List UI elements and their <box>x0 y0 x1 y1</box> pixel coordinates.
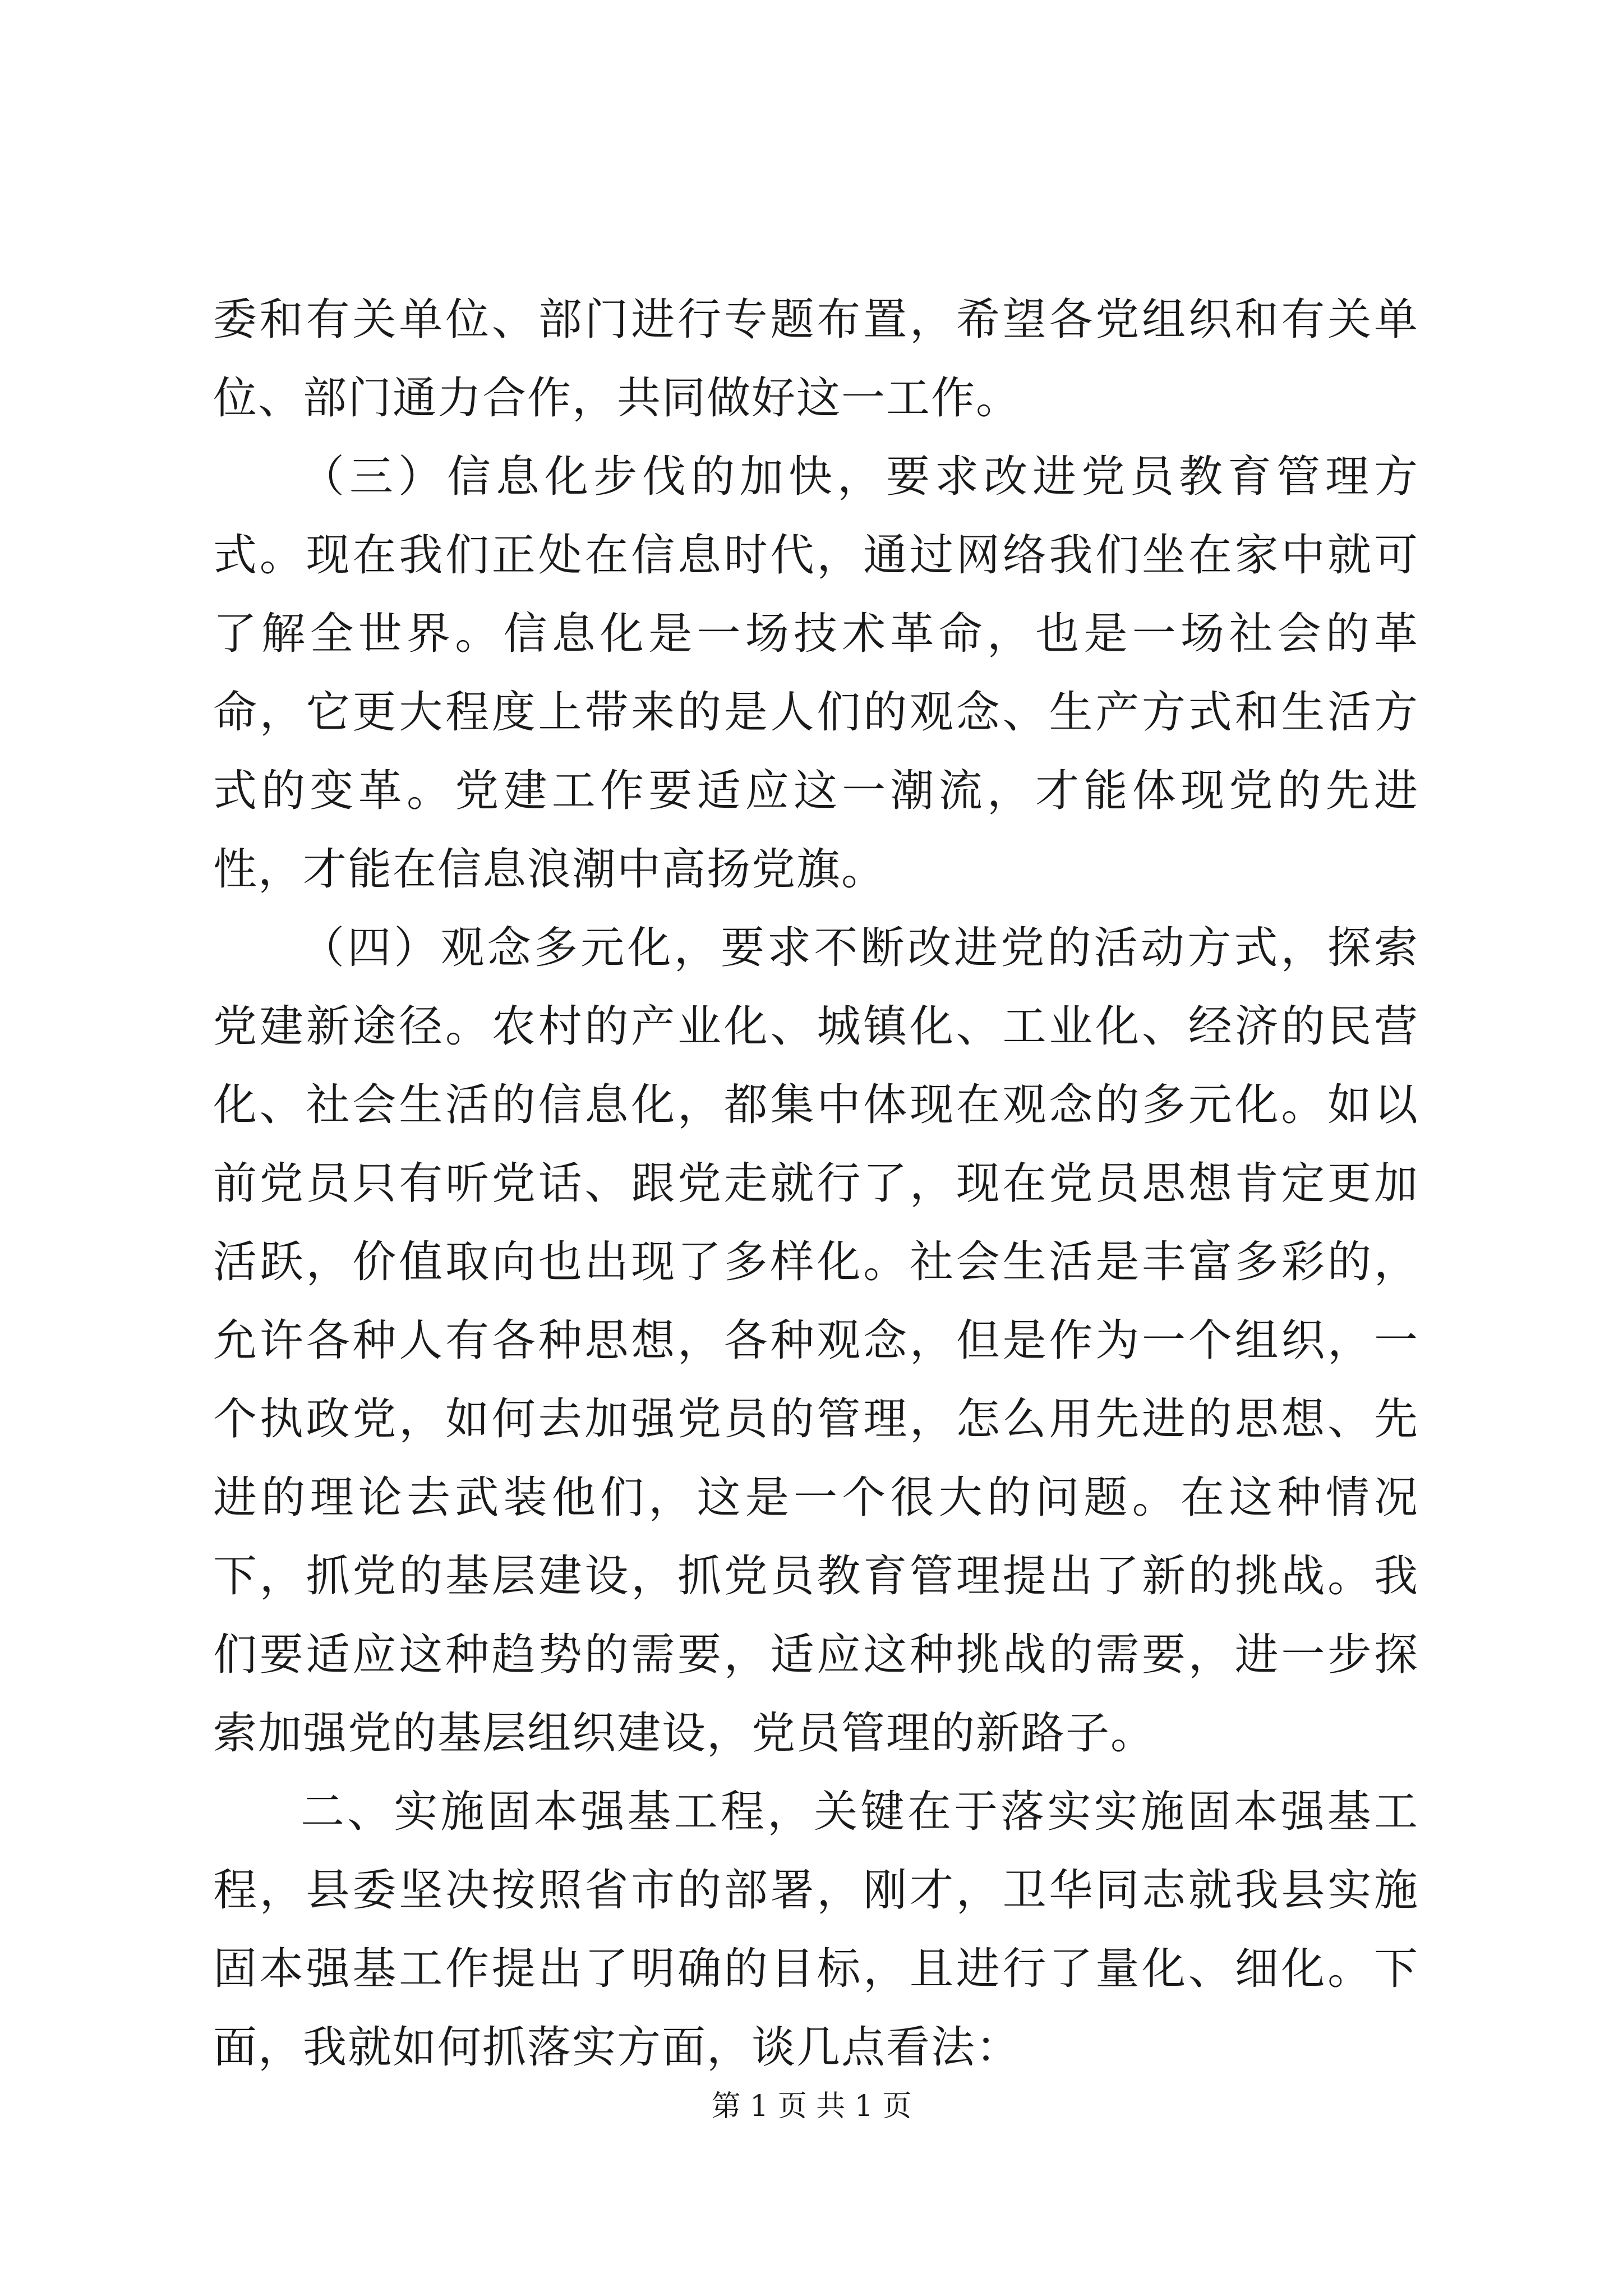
page-footer: 第 1 页 共 1 页 <box>711 2090 912 2123</box>
paragraph-part-two: 二、实施固本强基工程，关键在于落实实施固本强基工程，县委坚决按照省市的部署，刚才，卫华同志就我县实施固本强基工作提出了明确的目标，且进行了量化、细化。下面，我就如何抓落实方面，谈几点看法： <box>213 1787 1419 2073</box>
paragraph-section-three: （三）信息化步伐的加快，要求改进党员教育管理方式。现在我们正处在信息时代，通过网络我们坐在家中就可了解全世界。信息化是一场技术革命，也是一场社会的革命，它更大程度上带来的是人们的观念、生产方式和生活方式的变革。党建工作要适应这一潮流，才能体现党的先进性，才能在信息浪潮中高扬党旗。 <box>213 452 1419 895</box>
paragraph-continuation: 委和有关单位、部门进行专题布置，希望各党组织和有关单位、部门通力合作，共同做好这一工作。 <box>213 295 1419 424</box>
paragraph-section-four: （四）观念多元化，要求不断改进党的活动方式，探索党建新途径。农村的产业化、城镇化、工业化、经济的民营化、社会生活的信息化，都集中体现在观念的多元化。如以前党员只有听党话、跟党走就行了，现在党员思想肯定更加活跃，价值取向也出现了多样化。社会生活是丰富多彩的，允许各种人有各种思想，各种观念，但是作为一个组织，一个执政党，如何去加强党员的管理，怎么用先进的思想、先进的理论去武装他们，这是一个很大的问题。在这种情况下，抓党的基层建设，抓党员教育管理提出了新的挑战。我们要适应这种趋势的需要，适应这种挑战的需要，进一步探索加强党的基层组织建设，党员管理的新路子。 <box>213 923 1419 1759</box>
document-body <box>213 280 1419 2087</box>
